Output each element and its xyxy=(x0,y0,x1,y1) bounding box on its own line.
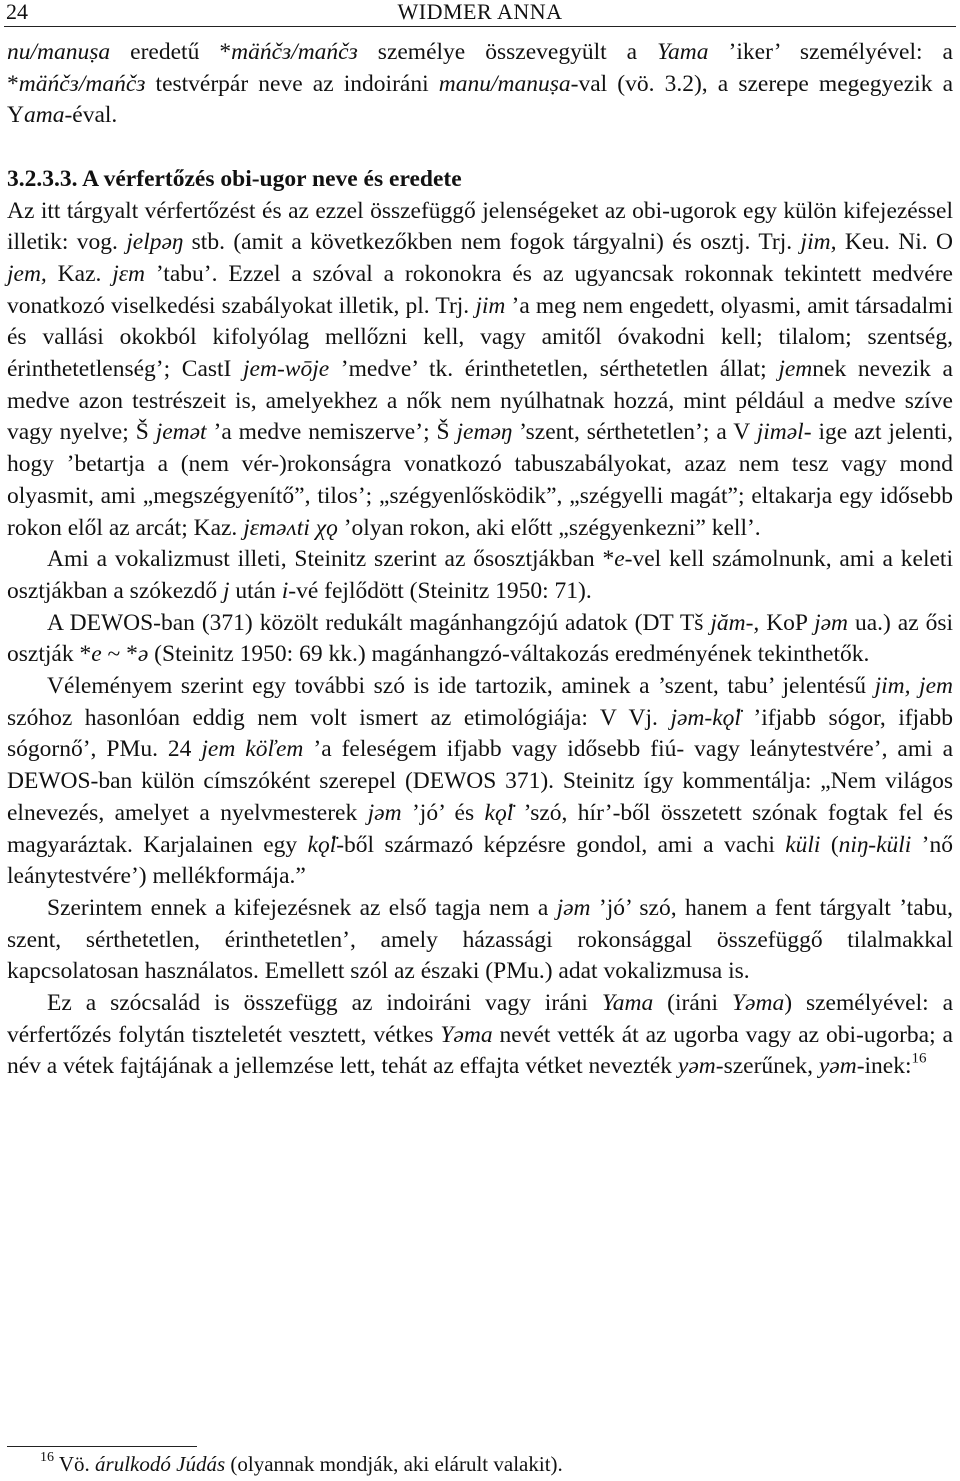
text-run: ( xyxy=(820,831,839,858)
page-number: 24 xyxy=(6,0,28,24)
italic-term: jim xyxy=(475,292,506,319)
italic-term: jemət xyxy=(155,419,207,446)
text-run: ’szó, hír’-ből összetett szónak fogtak fel és magyaráztak. Karjalainen egy xyxy=(7,799,954,858)
italic-term: Yəma xyxy=(731,990,785,1017)
italic-term: j xyxy=(223,577,230,604)
italic-term: e xyxy=(614,546,625,573)
text-run: ’jó’ és xyxy=(401,799,485,826)
body-paragraph-5 xyxy=(7,893,953,988)
italic-term: kǫ̈l xyxy=(484,799,514,826)
italic-term: jεm xyxy=(112,260,146,287)
italic-term: árulkodó Júdás xyxy=(95,1452,226,1476)
text-run: Véleményem szerint egy további szó is ide tartozik, aminek a ’szent, tabu’ jelentésű xyxy=(47,673,875,700)
italic-term: ama xyxy=(23,102,65,129)
section-heading: 3.2.3.3. A vérfertőzés obi-ugor neve és eredete xyxy=(7,165,462,192)
body-paragraph-1 xyxy=(7,196,953,545)
text-run: ’a meg nem engedett, olyasmi, amit társadalmi és vallási okokból kifolyólag mellőzni kell, vagy amitől óvakodni kell; tilalom; szentség, érinthetetlenség’; CastI xyxy=(7,292,953,383)
text-run: ’jó’ szó, hanem a fent tárgyalt ’tabu, szent, sérthetetlen, érinthetetlen’, amely házassági rokonsággal összefüggő tilalmakkal kapcsolatosan használatos. Emellett szól az északi (PMu.) adat vokalizmusa is. xyxy=(7,894,953,985)
text-run: -inek: xyxy=(856,1053,912,1080)
italic-term: mäńčз/mańčз xyxy=(231,39,358,65)
text-run: ’medve’ tk. érinthetetlen, sérthetetlen állat; xyxy=(329,356,779,383)
text-run: ua.) az ősi osztják * xyxy=(7,609,954,668)
text-run: ’nő leánytestvére’) mellékformája.” xyxy=(7,831,954,890)
text-run: (iráni xyxy=(653,990,732,1017)
text-run: testvérpár neve az indoiráni xyxy=(145,70,439,97)
italic-term: Yəma xyxy=(440,1021,493,1048)
text-run: ige azt jelenti, hogy ’betartja a (nem vér-)rokonságra vonatkozó tabuszabályokat, azaz nem tesz vagy mond olyasmit, ami „megszégyenítő”, tilos’; „szégyenlősködik”, „szégyelli magát”; eltakarja egy idősebb rokon elől az arcát; Kaz. xyxy=(7,419,954,541)
text-run: -vé fejlődött (Steinitz 1950: 71). xyxy=(288,577,592,604)
italic-term: jem köľem xyxy=(201,736,304,763)
text-run: -val (vö. 3.2), a szerepe megegyezik a Y xyxy=(7,70,953,129)
text-run: ) személyével: a vérfertőzés folytán tiszteletét vesztett, vétkes xyxy=(7,990,954,1048)
intro-paragraph xyxy=(7,37,953,132)
text-run: Ami a vokalizmust illeti, Steinitz szerint az ősosztjákban * xyxy=(47,546,615,573)
text-run: KoP xyxy=(759,609,815,636)
text-run: -vel kell számolnunk, ami a keleti osztjákban a szókezdő xyxy=(7,546,953,604)
text-run: ’a feleségem ifjabb vagy idősebb fiú- vagy leánytestvére’, ami a DEWOS-ban külön címszóként szerepel (DEWOS 371). Steinitz így kommentálja: „Nem világos elnevezés, amelyet a nyelvmesterek xyxy=(7,736,954,826)
text-run: ’olyan rokon, aki előtt „szégyenkezni” kell’. xyxy=(337,514,761,541)
italic-term: mäńčз/mańčз xyxy=(18,70,146,97)
italic-term: jem xyxy=(778,356,813,383)
running-header xyxy=(4,0,956,27)
text-run: nek nevezik a medve azon testrészeit is, amelyekhez a nők nem nyúlhatnak hozzá, mint például a medve szíve vagy nyelve; Š xyxy=(7,356,953,446)
text-run: ’tabu’. Ezzel a szóval a rokonokra és az ugyancsak rokonnak tekintett medvére vonatkozó viselkedési szabályokat illetik, pl. Trj. xyxy=(7,260,953,319)
text-run: Az itt tárgyalt vérfertőzést és az ezzel összefüggő jelenségeket az obi-ugorok egy külön kifejezéssel illetik: vog. xyxy=(7,197,953,256)
italic-term: Yama xyxy=(657,39,709,65)
text-run: -éval. xyxy=(64,102,118,129)
text-run: ’a medve nemiszerve’; Š xyxy=(206,419,457,446)
italic-term: jim, jem xyxy=(874,673,953,700)
italic-term: jeməŋ xyxy=(456,419,513,446)
italic-term: e xyxy=(91,641,102,668)
italic-term: yəm xyxy=(818,1053,857,1080)
italic-term: yəm xyxy=(677,1053,716,1080)
text-run: Szerintem ennek a kifejezésnek az első tagja nem a xyxy=(47,894,557,921)
text-run: Vö. xyxy=(54,1452,96,1476)
italic-term: manu/manuṣa xyxy=(438,70,571,97)
body-paragraph-4 xyxy=(7,671,953,893)
paragraph-gap xyxy=(7,132,953,164)
text-run: -ből származó képzésre gondol, ami a vachi xyxy=(336,831,786,858)
italic-term: Yama xyxy=(601,990,654,1017)
text-run: Keu. Ni. O xyxy=(836,229,954,256)
italic-term: jăm-, xyxy=(710,609,760,636)
italic-term: nu/manuṣa xyxy=(7,39,111,65)
page-body xyxy=(7,37,953,1083)
text-run: (Steinitz 1950: 69 kk.) magánhangzó-váltakozás eredményének tekinthetők. xyxy=(148,641,870,668)
italic-term: niŋ-küli xyxy=(838,831,912,858)
italic-term: jelpəŋ xyxy=(126,229,184,256)
footnote-separator xyxy=(7,1446,197,1447)
italic-term: jem-wōje xyxy=(243,356,330,383)
text-run: ’iker’ személyével: a * xyxy=(7,39,953,97)
italic-term: jəm-kǫ̈l xyxy=(670,704,741,731)
body-paragraph-6 xyxy=(7,988,953,1083)
body-paragraph-3 xyxy=(7,608,953,671)
italic-term: i xyxy=(281,577,289,604)
text-run: ~ * xyxy=(101,641,138,668)
text-run: -szerűnek, xyxy=(715,1053,819,1080)
footnote-ref: 16 xyxy=(911,1050,927,1067)
italic-term: jim, xyxy=(800,229,837,256)
italic-term: jεməʌti χǫ xyxy=(243,514,338,541)
italic-term: ə xyxy=(137,641,149,668)
text-run: Kaz. xyxy=(46,260,113,287)
text-run: nevét vették át az ugorba vagy az obi-ugorba; a név a vétek fajtájának a jellemzése lett, tehát az effajta vétket nevezték xyxy=(7,1021,953,1080)
footnote xyxy=(40,1450,940,1478)
italic-term: kǫ̈l xyxy=(307,831,337,858)
text-run: (olyannak mondják, aki elárult valakit). xyxy=(225,1452,563,1476)
italic-term: jəm xyxy=(814,609,849,636)
text-run: eredetű * xyxy=(110,39,232,65)
running-head-title: WIDMER ANNA xyxy=(397,0,563,24)
text-run: személye összevegyült a xyxy=(357,39,658,65)
body-paragraph-2 xyxy=(7,544,953,607)
italic-term: jəm xyxy=(556,894,591,921)
italic-term: jem, xyxy=(7,260,47,287)
text-run: A DEWOS-ban (371) közölt redukált magánhangzójú adatok (DT Tš xyxy=(47,609,711,636)
italic-term: jəm xyxy=(367,799,402,826)
text-run: Ez a szócsalád is összefügg az indoiráni vagy iráni xyxy=(47,990,602,1017)
text-run: ’ifjabb sógor, ifjabb sógornő’, PMu. 24 xyxy=(7,704,954,763)
italic-term: jiməl- xyxy=(756,419,812,446)
text-run: stb. (amit a következőkben nem fogok tárgyalni) és osztj. Trj. xyxy=(183,229,801,256)
text-run: szóhoz hasonlóan eddig nem volt ismert az etimológiája: V Vj. xyxy=(7,704,671,731)
italic-term: küli xyxy=(785,831,821,858)
footnote-ref: 16 xyxy=(40,1450,54,1466)
text-run: ’szent, sérthetetlen’; a V xyxy=(512,419,757,446)
text-run: után xyxy=(229,577,282,604)
